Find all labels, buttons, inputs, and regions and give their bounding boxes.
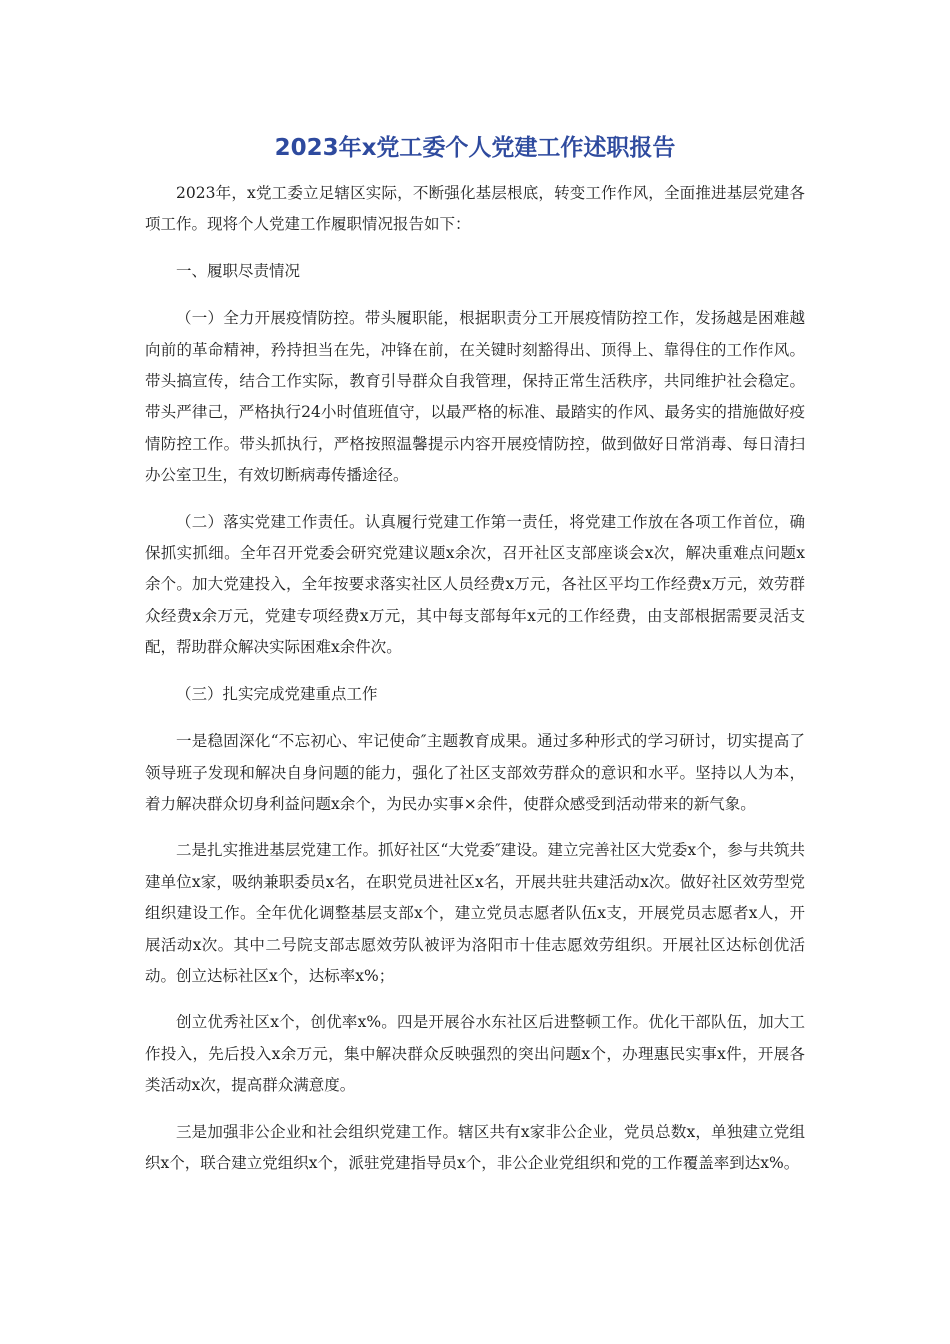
document-title: 2023年x党工委个人党建工作述职报告 — [274, 135, 676, 161]
paragraph-point-one: 一是稳固深化“不忘初心、牢记使命″主题教育成果。通过多种形式的学习研讨，切实提高了领导班子发现和解决自身问题的能力，强化了社区支部效劳群众的意识和水平。坚持以人为本，着力解决群众切身利益问题x余个，为民办实事×余件，使群众感受到活动带来的新气象。 — [145, 732, 805, 813]
paragraph-intro: 2023年，x党工委立足辖区实际，不断强化基层根底，转变工作作风，全面推进基层党建各项工作。现将个人党建工作履职情况报告如下： — [145, 184, 805, 234]
document-body — [145, 178, 805, 1194]
paragraph-point-three: 三是加强非公企业和社会组织党建工作。辖区共有x家非公企业，党员总数x，单独建立党组织x个，联合建立党组织x个，派驻党建指导员x个，非公企业党组织和党的工作覆盖率到达x%。 — [145, 1122, 805, 1172]
paragraph-excellent-community: 创立优秀社区x个，创优率x%。四是开展谷水东社区后进整顿工作。优化干部队伍，加大工作投入，先后投入x余万元，集中解决群众反映强烈的突出问题x个，办理惠民实事x件，开展各类活动x次，提高群众满意度。 — [145, 1013, 805, 1095]
subsection-heading-3: （三）扎实完成党建重点工作 — [176, 684, 378, 703]
paragraph-party-responsibility: （二）落实党建工作责任。认真履行党建工作第一责任，将党建工作放在各项工作首位，确保抓实抓细。全年召开党委会研究党建议题x余次，召开社区支部座谈会x次，解决重难点问题x余个。加大党建投入，全年按要求落实社区人员经费x万元，各社区平均工作经费x万元，效劳群众经费x余万元，党建专项经费x万元，其中每支部每年x元的工作经费，由支部根据需要灵活支配，帮助群众解决实际困难x余件次。 — [145, 512, 805, 657]
paragraph-epidemic-control: （一）全力开展疫情防控。带头履职能，根据职责分工开展疫情防控工作，发扬越是困难越向前的革命精神，矜持担当在先，冲锋在前，在关键时刻豁得出、顶得上、靠得住的工作作风。带头搞宣传，结合工作实际，教育引导群众自我管理，保持正常生活秩序，共同维护社会稳定。带头严律己，严格执行24小时值班值守，以最严格的标准、最踏实的作风、最务实的措施做好疫情防控工作。带头抓执行，严格按照温馨提示内容开展疫情防控，做到做好日常消毒、每日清扫办公室卫生，有效切断病毒传播途径。 — [145, 309, 805, 485]
paragraph-point-two: 二是扎实推进基层党建工作。抓好社区“大党委″建设。建立完善社区大党委x个，参与共筑共建单位x家，吸纳兼职委员x名，在职党员进社区x名，开展共驻共建活动x次。做好社区效劳型党组织建设工作。全年优化调整基层支部x个，建立党员志愿者队伍x支，开展党员志愿者x人，开展活动x次。其中二号院支部志愿效劳队被评为洛阳市十佳志愿效劳组织。开展社区达标创优活动。创立达标社区x个，达标率x%； — [145, 841, 805, 985]
section-heading-1: 一、履职尽责情况 — [176, 261, 301, 280]
